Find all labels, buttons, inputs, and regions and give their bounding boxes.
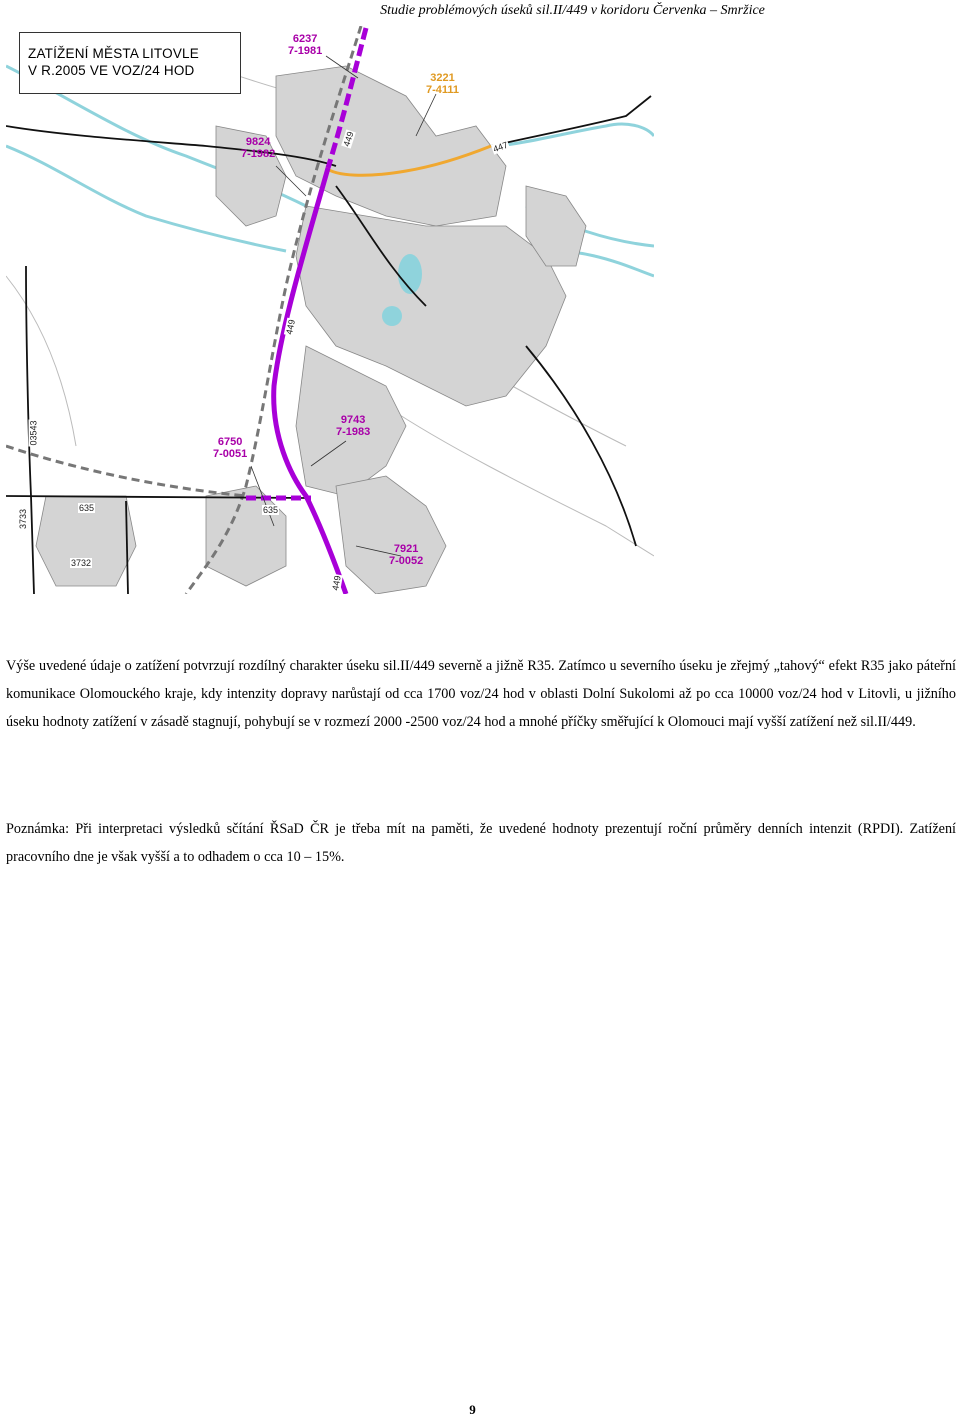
count-label-9743: 9743 7-1983	[336, 414, 371, 438]
legend-line-2: V R.2005 VE VOZ/24 HOD	[28, 63, 195, 78]
road-label-3732: 3732	[71, 558, 92, 568]
map-legend-box	[19, 32, 241, 94]
count-label-6750: 6750 7-0051	[213, 436, 248, 460]
road-label-3733: 3733	[18, 508, 29, 530]
count-label-6237: 6237 7-1981	[288, 33, 323, 57]
page-header: Studie problémových úseků sil.II/449 v koridoru Červenka – Smržice	[380, 3, 765, 18]
map-graphic	[6, 26, 654, 594]
road-label-449-b: 449	[284, 318, 297, 336]
page-number: 9	[469, 1402, 476, 1417]
road-label-03543: 03543	[28, 420, 39, 446]
paragraph-note: Poznámka: Při interpretaci výsledků sčítání ŘSaD ČR je třeba mít na paměti, že uvedené hodnoty prezentují roční průměry denních intenzit (RPDI). Zatížení pracovního dne je však vyšší a to odhadem o cca 10 – 15%.	[6, 821, 956, 865]
road-label-449-c: 449	[330, 574, 343, 592]
paragraph-traffic-analysis: Výše uvedené údaje o zatížení potvrzují rozdílný charakter úseku sil.II/449 severně a jižně R35. Zatímco u severního úseku je zřejmý „tahový“ efekt R35 jako páteřní komunikace Olomouckého kraje, kdy intenzity dopravy narůstají od cca 1700 voz/24 hod v oblasti Dolní Sukolomi až po cca 10000 voz/24 hod v Litovli, u jižního úseku hodnoty zatížení v zásadě stagnují, pohybují se v rozmezí 2000 -2500 voz/24 hod a mnohé příčky směřující k Olomouci mají vyšší zatížení než sil.II/449.	[6, 658, 956, 730]
road-label-449-a: 449	[341, 130, 356, 148]
count-label-9824: 9824 7-1982	[241, 136, 276, 160]
count-label-7921: 7921 7-0052	[389, 543, 424, 567]
road-label-635-b: 635	[263, 505, 279, 515]
road-label-635-a: 635	[79, 503, 95, 513]
legend-line-1: ZATÍŽENÍ MĚSTA LITOVLE	[28, 46, 199, 61]
road-label-447: 447	[491, 139, 510, 155]
count-label-3221: 3221 7-4111	[426, 72, 460, 96]
traffic-map	[6, 26, 654, 594]
